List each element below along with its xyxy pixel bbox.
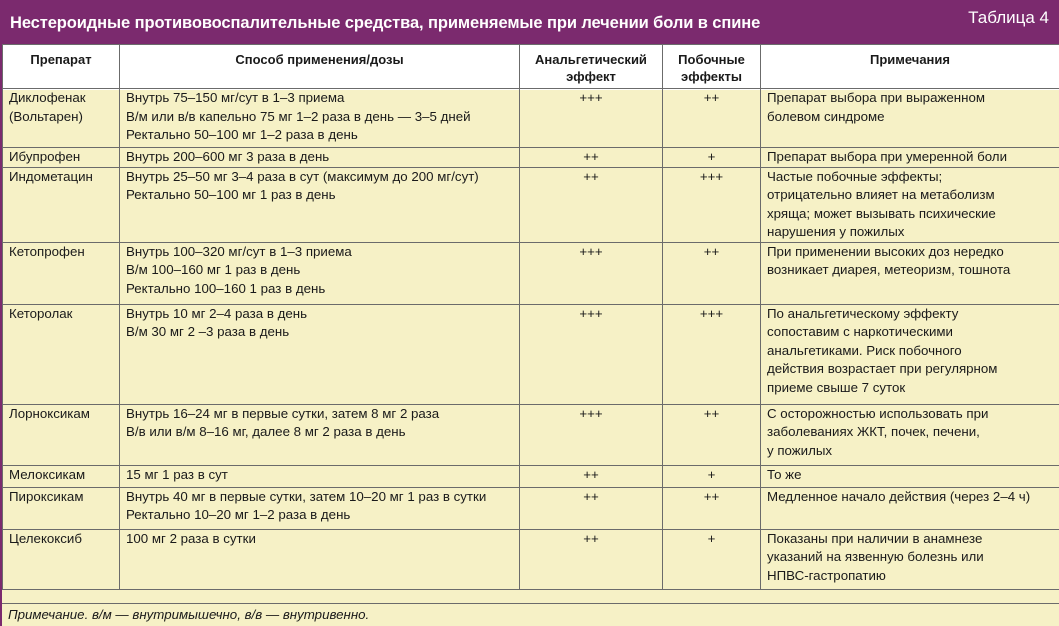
side-effects-cell: ++ (663, 404, 761, 465)
notes-cell: То же (761, 465, 1059, 487)
table-number: Таблица 4 (968, 8, 1049, 27)
table-title: Нестероидные противовоспалительные средства, применяемые при лечении боли в спине (10, 14, 761, 32)
dosage-cell: Внутрь 75–150 мг/сут в 1–3 приема В/м или в/в капельно 75 мг 1–2 раза в день — 3–5 дней Ректально 50–100 мг 1–2 раза в день (120, 89, 520, 148)
side-effects-cell: + (663, 148, 761, 168)
drug-name-cell: Лорноксикам (3, 404, 120, 465)
table-row (3, 487, 1059, 529)
drug-name-cell: Кетопрофен (3, 242, 120, 304)
side-effects-cell: ++ (663, 242, 761, 304)
drug-name-cell: Индометацин (3, 167, 120, 242)
drug-name-cell: Кеторолак (3, 304, 120, 404)
side-effects-cell: + (663, 529, 761, 589)
dosage-cell: Внутрь 40 мг в первые сутки, затем 10–20 мг 1 раз в сутки Ректально 10–20 мг 1–2 раза в день (120, 487, 520, 529)
dosage-cell: Внутрь 10 мг 2–4 раза в день В/м 30 мг 2 –3 раза в день (120, 304, 520, 404)
notes-cell: Препарат выбора при умеренной боли (761, 148, 1059, 168)
analgesic-effect-cell: +++ (520, 89, 663, 148)
table-body (3, 89, 1059, 590)
side-effects-cell: ++ (663, 487, 761, 529)
analgesic-effect-cell: ++ (520, 487, 663, 529)
notes-cell: Частые побочные эффекты; отрицательно влияет на метаболизм хряща; может вызывать психические нарушения у пожилых (761, 167, 1059, 242)
dosage-cell: 100 мг 2 раза в сутки (120, 529, 520, 589)
table-row (3, 148, 1059, 168)
dosage-cell: Внутрь 200–600 мг 3 раза в день (120, 148, 520, 168)
drug-name-cell: Целекоксиб (3, 529, 120, 589)
dosage-cell: Внутрь 16–24 мг в первые сутки, затем 8 мг 2 раза В/в или в/м 8–16 мг, далее 8 мг 2 раза в день (120, 404, 520, 465)
analgesic-effect-cell: +++ (520, 304, 663, 404)
dosage-cell: 15 мг 1 раз в сут (120, 465, 520, 487)
notes-cell: Показаны при наличии в анамнезе указаний на язвенную болезнь или НПВС-гастропатию (761, 529, 1059, 589)
notes-cell: С осторожностью использовать при заболеваниях ЖКТ, почек, печени, у пожилых (761, 404, 1059, 465)
drug-name-cell: Диклофенак (Вольтарен) (3, 89, 120, 148)
analgesic-effect-cell: ++ (520, 465, 663, 487)
analgesic-effect-cell: ++ (520, 529, 663, 589)
table-title-bar (2, 0, 1059, 44)
table-footnote: Примечание. в/м — внутримышечно, в/в — внутривенно. (2, 603, 1059, 626)
analgesic-effect-cell: +++ (520, 242, 663, 304)
notes-cell: Препарат выбора при выраженном болевом синдроме (761, 89, 1059, 148)
col-header-notes: Примечания (761, 45, 1059, 89)
analgesic-effect-cell: ++ (520, 167, 663, 242)
notes-cell: По анальгетическому эффекту сопоставим с наркотическими анальгетиками. Риск побочного действия возрастает при регулярном приеме свыше 7 суток (761, 304, 1059, 404)
table-row (3, 529, 1059, 589)
side-effects-cell: +++ (663, 304, 761, 404)
table-header-row (3, 45, 1059, 89)
side-effects-cell: + (663, 465, 761, 487)
drug-name-cell: Ибупрофен (3, 148, 120, 168)
table-row (3, 404, 1059, 465)
drug-name-cell: Мелоксикам (3, 465, 120, 487)
col-header-dose: Способ применения/дозы (120, 45, 520, 89)
table-row (3, 465, 1059, 487)
table-row (3, 89, 1059, 148)
col-header-side-effects: Побочные эффекты (663, 45, 761, 89)
notes-cell: При применении высоких доз нередко возникает диарея, метеоризм, тошнота (761, 242, 1059, 304)
side-effects-cell: ++ (663, 89, 761, 148)
nsaid-table (2, 44, 1059, 590)
col-header-analgesic: Анальгетический эффект (520, 45, 663, 89)
table-row (3, 304, 1059, 404)
notes-cell: Медленное начало действия (через 2–4 ч) (761, 487, 1059, 529)
table-row (3, 167, 1059, 242)
analgesic-effect-cell: ++ (520, 148, 663, 168)
col-header-drug: Препарат (3, 45, 120, 89)
analgesic-effect-cell: +++ (520, 404, 663, 465)
dosage-cell: Внутрь 25–50 мг 3–4 раза в сут (максимум до 200 мг/сут) Ректально 50–100 мг 1 раз в день (120, 167, 520, 242)
dosage-cell: Внутрь 100–320 мг/сут в 1–3 приема В/м 100–160 мг 1 раз в день Ректально 100–160 1 раз в день (120, 242, 520, 304)
drug-name-cell: Пироксикам (3, 487, 120, 529)
table-row (3, 242, 1059, 304)
side-effects-cell: +++ (663, 167, 761, 242)
